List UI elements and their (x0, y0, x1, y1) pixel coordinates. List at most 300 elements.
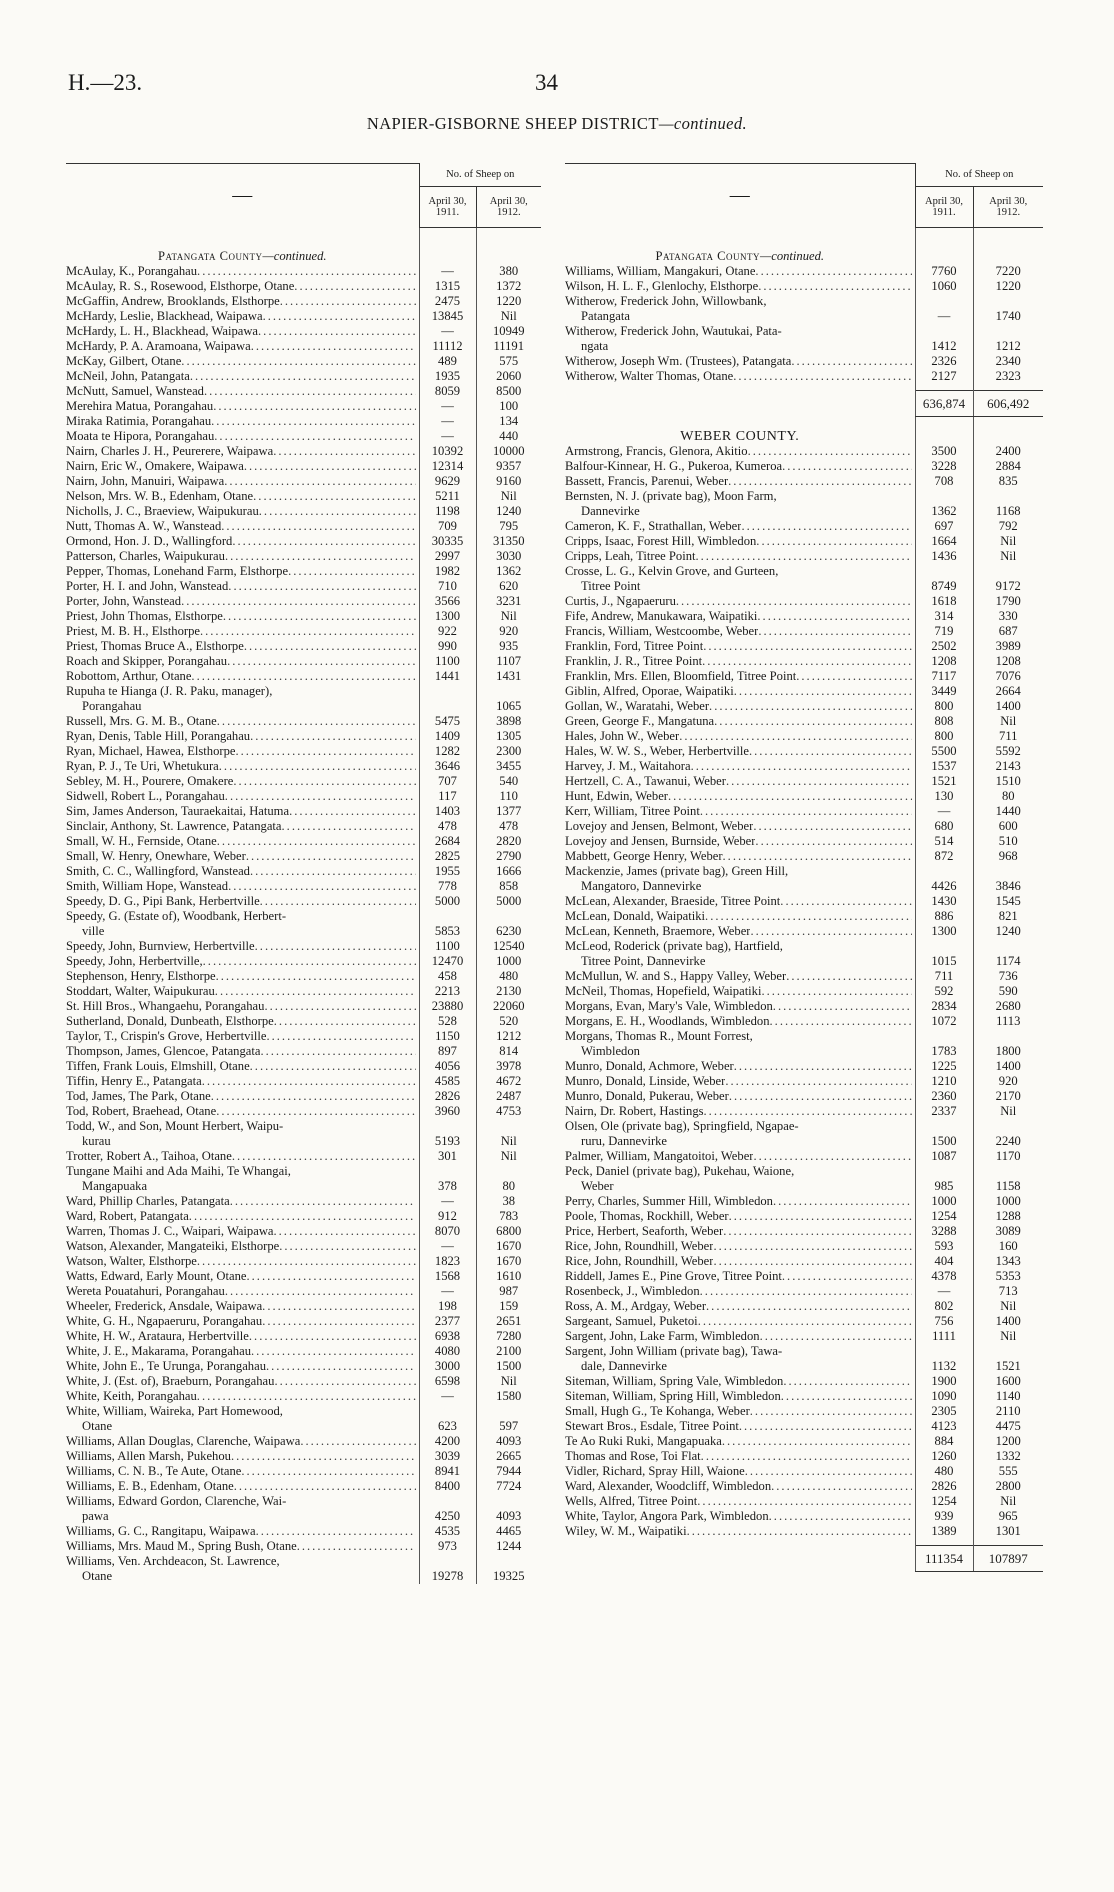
sheep-1911: 886 (915, 909, 973, 924)
sheep-1912: 1521 (973, 1344, 1043, 1374)
leader-dots (274, 1014, 416, 1029)
leader-dots (279, 1239, 415, 1254)
owner-cell (565, 1239, 915, 1254)
owner-cell (565, 1269, 915, 1284)
owner-entry (66, 654, 416, 669)
owner-cell (66, 474, 419, 489)
owner-name-continued: Dannevirke (581, 503, 640, 518)
table-row (565, 714, 1043, 729)
table-row (565, 744, 1043, 759)
owner-entry (66, 1044, 416, 1059)
owner-name: Kerr, William, Titree Point (565, 803, 700, 818)
table-row (66, 1089, 541, 1104)
table-row (66, 459, 541, 474)
sheep-1911: 592 (915, 984, 973, 999)
sheep-1911: 2475 (419, 294, 476, 309)
table-row (66, 339, 541, 354)
owner-cell (66, 1119, 419, 1149)
table-row (66, 429, 541, 444)
sheep-1911: 458 (419, 969, 476, 984)
owner-cell (66, 1329, 419, 1344)
table-row (565, 594, 1043, 609)
sheep-1912: 792 (973, 519, 1043, 534)
sheep-1912: 480 (476, 969, 541, 984)
table-row (66, 624, 541, 639)
table-row (565, 849, 1043, 864)
owner-cell (66, 324, 419, 339)
leader-dots (714, 714, 911, 729)
owner-entry (66, 429, 416, 444)
owner-cell (66, 954, 419, 969)
owner-cell (66, 1284, 419, 1299)
total-row (565, 1545, 1043, 1571)
owner-cell (565, 894, 915, 909)
owner-cell (66, 534, 419, 549)
owner-entry (565, 1344, 912, 1359)
owner-cell (66, 369, 419, 384)
sheep-1912: 7280 (476, 1329, 541, 1344)
owner-name: Warren, Thomas J. C., Waipari, Waipawa (66, 1224, 274, 1238)
table-row (565, 1494, 1043, 1509)
sheep-1912: 687 (973, 624, 1043, 639)
sheep-1911: 1090 (915, 1389, 973, 1404)
owner-entry (565, 999, 912, 1014)
owner-name: McKay, Gilbert, Otane (66, 354, 182, 368)
sheep-1911: 939 (915, 1509, 973, 1524)
owner-cell (66, 864, 419, 879)
owner-cell (565, 744, 915, 759)
owner-name: Priest, M. B. H., Elsthorpe (66, 624, 200, 638)
sheep-1911: 1208 (915, 654, 973, 669)
table-row (565, 1104, 1043, 1119)
sheep-1912: 7724 (476, 1479, 541, 1494)
owner-name: Smith, William Hope, Wanstead (66, 879, 229, 893)
table-row (66, 729, 541, 744)
owner-cell (66, 1089, 419, 1104)
owner-entry (565, 534, 912, 549)
owner-cell (66, 429, 419, 444)
owner-name: McLeod, Roderick (private bag), Hartfield, (565, 938, 783, 953)
owner-cell (66, 1314, 419, 1329)
sheep-1912: 1000 (476, 954, 541, 969)
sheep-1912: 597 (476, 1404, 541, 1434)
owner-name: McHardy, L. H., Blackhead, Waipawa (66, 324, 259, 338)
leader-dots (749, 744, 912, 759)
owner-name: Curtis, J., Ngapaeruru (565, 593, 676, 608)
owner-entry (66, 1479, 416, 1494)
sheep-1911: 6598 (419, 1374, 476, 1389)
leader-dots (679, 729, 911, 744)
owner-cell (565, 1194, 915, 1209)
owner-cell (565, 1284, 915, 1299)
sheep-1911: 1436 (915, 549, 973, 564)
owner-name: Moata te Hipora, Porangahau (66, 429, 215, 443)
owner-name: Ross, A. M., Ardgay, Weber (565, 1298, 707, 1313)
owner-entry (565, 1104, 912, 1119)
sheep-1912: 835 (973, 474, 1043, 489)
owner-entry (66, 1224, 416, 1239)
owner-name: Franklin, J. R., Titree Point (565, 653, 703, 668)
sheep-1912: 1510 (973, 774, 1043, 789)
sheep-1912: 2240 (973, 1119, 1043, 1149)
owner-entry (66, 594, 416, 609)
sheep-1912: 2300 (476, 744, 541, 759)
owner-entry (565, 1029, 912, 1044)
sheep-1912: 1500 (476, 1359, 541, 1374)
owner-entry (565, 684, 912, 699)
owner-cell (565, 1104, 915, 1119)
sheep-1911: 1300 (915, 924, 973, 939)
owner-cell (66, 1389, 419, 1404)
owner-entry (565, 564, 912, 579)
owner-name-continued: dale, Dannevirke (581, 1358, 668, 1373)
owner-cell (565, 474, 915, 489)
table-row (66, 294, 541, 309)
sheep-1912: 987 (476, 1284, 541, 1299)
table-row (565, 1149, 1043, 1164)
owner-cell (565, 639, 915, 654)
owner-cell (565, 564, 915, 594)
sheep-1911: 2377 (419, 1314, 476, 1329)
sheep-1912: 8500 (476, 384, 541, 399)
table-row (565, 1479, 1043, 1494)
owner-name: White, J. E., Makarama, Porangahau (66, 1344, 251, 1358)
sheep-1912: 7220 (973, 264, 1043, 279)
sheep-1912: 1670 (476, 1254, 541, 1269)
sheep-1912: 9357 (476, 459, 541, 474)
owner-name: Lovejoy and Jensen, Burnside, Weber (565, 833, 756, 848)
owner-entry (565, 1014, 912, 1029)
county-heading (66, 227, 419, 264)
sheep-1911: 3566 (419, 594, 476, 609)
owner-entry (565, 969, 912, 984)
sheep-1911: 922 (419, 624, 476, 639)
leader-dots (757, 609, 911, 624)
sheep-1912: 1107 (476, 654, 541, 669)
owner-cell (565, 1029, 915, 1059)
sheep-1912: 1170 (973, 1149, 1043, 1164)
owner-entry (66, 819, 416, 834)
owner-cell (66, 789, 419, 804)
owner-cell (66, 339, 419, 354)
sheep-1911: 1500 (915, 1119, 973, 1149)
table-row (66, 1239, 541, 1254)
owner-name: Cameron, K. F., Strathallan, Weber (565, 518, 742, 533)
owner-name-continued: ngata (581, 339, 609, 353)
owner-cell (66, 279, 419, 294)
owner-name: Wheeler, Frederick, Ansdale, Waipawa (66, 1299, 263, 1313)
owner-name: Sargent, John, Lake Farm, Wimbledon (565, 1328, 760, 1343)
owner-cell (565, 324, 915, 354)
sheep-1911: 2337 (915, 1104, 973, 1119)
leader-dots (758, 279, 911, 294)
owner-entry (66, 309, 416, 324)
county-name: Patangata County (655, 249, 761, 263)
owner-entry (66, 774, 416, 789)
owner-name-continued: Porangahau (82, 699, 142, 713)
sheep-1911: 800 (915, 699, 973, 714)
sheep-1912: 5000 (476, 894, 541, 909)
leader-dots (713, 1239, 911, 1254)
sheep-1911: 1315 (419, 279, 476, 294)
owner-entry (66, 1524, 416, 1539)
leader-dots (256, 1524, 416, 1539)
leader-dots (782, 459, 911, 474)
owner-cell (66, 1014, 419, 1029)
column-header-1911: April 30, 1911. (419, 186, 476, 227)
sheep-1911: 1982 (419, 564, 476, 579)
sheep-1911: 378 (419, 1164, 476, 1194)
sheep-1912: 858 (476, 879, 541, 894)
owner-name: McHardy, Leslie, Blackhead, Waipawa (66, 309, 263, 323)
owner-entry (565, 759, 912, 774)
leader-dots (780, 894, 911, 909)
leader-dots (697, 1494, 911, 1509)
county-suffix: —continued. (262, 249, 327, 263)
sheep-1912: Nil (476, 1149, 541, 1164)
owner-entry (66, 669, 416, 684)
table-row (565, 489, 1043, 519)
table-row (565, 759, 1043, 774)
sheep-1911: — (419, 399, 476, 414)
right-column (565, 163, 1043, 1572)
sheep-1912: 1212 (476, 1029, 541, 1044)
owner-name: Hunt, Edwin, Weber (565, 788, 668, 803)
table-row (565, 909, 1043, 924)
owner-entry (66, 459, 416, 474)
owner-cell (66, 579, 419, 594)
sheep-1912: 134 (476, 414, 541, 429)
owner-cell (66, 384, 419, 399)
owner-cell (565, 924, 915, 939)
leader-dots (753, 819, 911, 834)
table-row (565, 354, 1043, 369)
leader-dots (733, 369, 911, 384)
owner-cell (565, 864, 915, 894)
owner-cell (66, 984, 419, 999)
owner-cell (66, 414, 419, 429)
owner-name: Robottom, Arthur, Otane (66, 669, 192, 683)
owner-name: Williams, G. C., Rangitapu, Waipawa (66, 1524, 256, 1538)
leader-dots (741, 519, 911, 534)
sheep-1912: 440 (476, 429, 541, 444)
table-row (66, 819, 541, 834)
owner-cell (66, 1224, 419, 1239)
owner-entry (565, 1419, 912, 1434)
sheep-1911: 1618 (915, 594, 973, 609)
county-heading: WEBER COUNTY. (680, 428, 800, 444)
table-row (565, 1254, 1043, 1269)
sheep-1912: 330 (973, 609, 1043, 624)
leader-dots (211, 1089, 416, 1104)
owner-cell (66, 1554, 419, 1584)
owner-name: Cripps, Leah, Titree Point (565, 548, 696, 563)
owner-entry (66, 879, 416, 894)
owner-entry (565, 1239, 912, 1254)
sheep-1912: 10949 (476, 324, 541, 339)
sheep-1911: 1664 (915, 534, 973, 549)
leader-dots (729, 1209, 912, 1224)
owner-name: Small, Hugh G., Te Kohanga, Weber (565, 1403, 750, 1418)
owner-cell (565, 1074, 915, 1089)
owner-name: Porter, John, Wanstead (66, 594, 182, 608)
document-code: H.—23. (68, 70, 143, 95)
table-row (565, 1329, 1043, 1344)
owner-entry (66, 1554, 416, 1569)
table-row (565, 729, 1043, 744)
sheep-1911: 4378 (915, 1269, 973, 1284)
owner-entry (565, 549, 912, 564)
owner-cell (66, 624, 419, 639)
sheep-1911: 2834 (915, 999, 973, 1014)
owner-name: Wells, Alfred, Titree Point (565, 1493, 698, 1508)
table-row (66, 1224, 541, 1239)
leader-dots (668, 789, 912, 804)
owner-cell (66, 819, 419, 834)
owner-name: Williams, Allen Marsh, Pukehou (66, 1449, 231, 1463)
sheep-1912: 3030 (476, 549, 541, 564)
sheep-1911: 1412 (915, 324, 973, 354)
owner-cell (66, 1149, 419, 1164)
owner-entry (66, 849, 416, 864)
owner-entry (66, 264, 416, 279)
leader-dots (262, 1314, 415, 1329)
leader-dots (756, 534, 911, 549)
sheep-1912: 5353 (973, 1269, 1043, 1284)
owner-cell (565, 969, 915, 984)
owner-name: McNutt, Samuel, Wanstead (66, 384, 204, 398)
sheep-1912: Nil (476, 1119, 541, 1149)
owner-cell (565, 1374, 915, 1389)
sheep-1912: 2820 (476, 834, 541, 849)
owner-cell (565, 549, 915, 564)
sheep-1912: 3089 (973, 1224, 1043, 1239)
leader-dots (190, 369, 416, 384)
owner-entry (66, 804, 416, 819)
sheep-1912: 10000 (476, 444, 541, 459)
county-heading-row (565, 227, 1043, 264)
sheep-1911: — (419, 1194, 476, 1209)
sheep-1911: 623 (419, 1404, 476, 1434)
owner-entry (66, 1059, 416, 1074)
owner-name: Pepper, Thomas, Lonehand Farm, Elsthorpe (66, 564, 289, 578)
owner-entry (565, 894, 912, 909)
owner-name: McLean, Kenneth, Braemore, Weber (565, 923, 751, 938)
owner-cell (66, 564, 419, 579)
sheep-1912: 2651 (476, 1314, 541, 1329)
owner-cell (565, 264, 915, 279)
sheep-1911: 1403 (419, 804, 476, 819)
owner-entry (66, 564, 416, 579)
owner-cell (66, 519, 419, 534)
owner-cell (565, 804, 915, 819)
leader-dots (203, 954, 416, 969)
sheep-1911: 593 (915, 1239, 973, 1254)
owner-name: Hales, W. W. S., Weber, Herbertville (565, 743, 749, 758)
leader-dots (244, 639, 416, 654)
sheep-1912: 4093 (476, 1434, 541, 1449)
sheep-1912: 1400 (973, 1314, 1043, 1329)
sheep-1911: 2127 (915, 369, 973, 384)
owner-name: Franklin, Ford, Titree Point (565, 638, 704, 653)
table-row (565, 804, 1043, 819)
owner-name: Speedy, D. G., Pipi Bank, Herbertville (66, 894, 260, 908)
leader-dots (249, 1329, 416, 1344)
sheep-1912: 2323 (973, 369, 1043, 384)
sheep-1911: — (419, 324, 476, 339)
sheep-1912: 1431 (476, 669, 541, 684)
owner-cell (565, 279, 915, 294)
owner-entry (66, 384, 416, 399)
sheep-1911: — (419, 1389, 476, 1404)
owner-cell (565, 534, 915, 549)
leader-dots (264, 999, 415, 1014)
leader-dots (253, 489, 415, 504)
owner-name: Green, George F., Mangatuna (565, 713, 715, 728)
owner-name: White, G. H., Ngapaeruru, Porangahau (66, 1314, 263, 1328)
leader-dots (700, 804, 912, 819)
sheep-1911: 1254 (915, 1209, 973, 1224)
sheep-1911: 1254 (915, 1494, 973, 1509)
table-row (66, 1359, 541, 1374)
sheep-1911: 198 (419, 1299, 476, 1314)
leader-dots (197, 264, 415, 279)
sheep-1912: 821 (973, 909, 1043, 924)
sheep-1912: 2170 (973, 1089, 1043, 1104)
owner-cell (565, 999, 915, 1014)
sheep-1911: 10392 (419, 444, 476, 459)
table-row (66, 759, 541, 774)
owner-name: McLean, Donald, Waipatiki (565, 908, 706, 923)
table-row (66, 1269, 541, 1284)
owner-name: Speedy, G. (Estate of), Woodbank, Herbert- (66, 909, 287, 923)
table-row (66, 1344, 541, 1359)
owner-name: Perry, Charles, Summer Hill, Wimbledon (565, 1193, 773, 1208)
sheep-1911: 314 (915, 609, 973, 624)
owner-name: Fife, Andrew, Manukawara, Waipatiki (565, 608, 758, 623)
owner-cell (66, 729, 419, 744)
owner-name: White, H. W., Arataura, Herbertville (66, 1329, 249, 1343)
sheep-1912: 2664 (973, 684, 1043, 699)
sheep-1911: 2684 (419, 834, 476, 849)
sheep-1911: 1362 (915, 489, 973, 519)
owner-entry (565, 489, 912, 504)
owner-entry (565, 729, 912, 744)
table-row (66, 1284, 541, 1299)
sheep-1912: 1220 (476, 294, 541, 309)
sheep-1912: 1610 (476, 1269, 541, 1284)
sheep-1912: 1800 (973, 1029, 1043, 1059)
leader-dots (701, 1449, 912, 1464)
sheep-1911: — (419, 414, 476, 429)
title-main: NAPIER-GISBORNE SHEEP DISTRICT (366, 114, 659, 133)
leader-dots (255, 939, 416, 954)
owner-entry (565, 1164, 912, 1179)
table-row (565, 774, 1043, 789)
owner-name: Williams, C. N. B., Te Aute, Otane (66, 1464, 242, 1478)
owner-cell (66, 1404, 419, 1434)
sheep-1911: 707 (419, 774, 476, 789)
sheep-1911: 697 (915, 519, 973, 534)
owner-entry (565, 819, 912, 834)
sheep-1911: 4250 (419, 1494, 476, 1524)
table-row (565, 444, 1043, 459)
owner-name: Tod, Robert, Braehead, Otane (66, 1104, 217, 1118)
table-row (565, 969, 1043, 984)
leader-dots (241, 1464, 415, 1479)
sheep-1911: 12470 (419, 954, 476, 969)
name-column-header: — (565, 164, 915, 228)
